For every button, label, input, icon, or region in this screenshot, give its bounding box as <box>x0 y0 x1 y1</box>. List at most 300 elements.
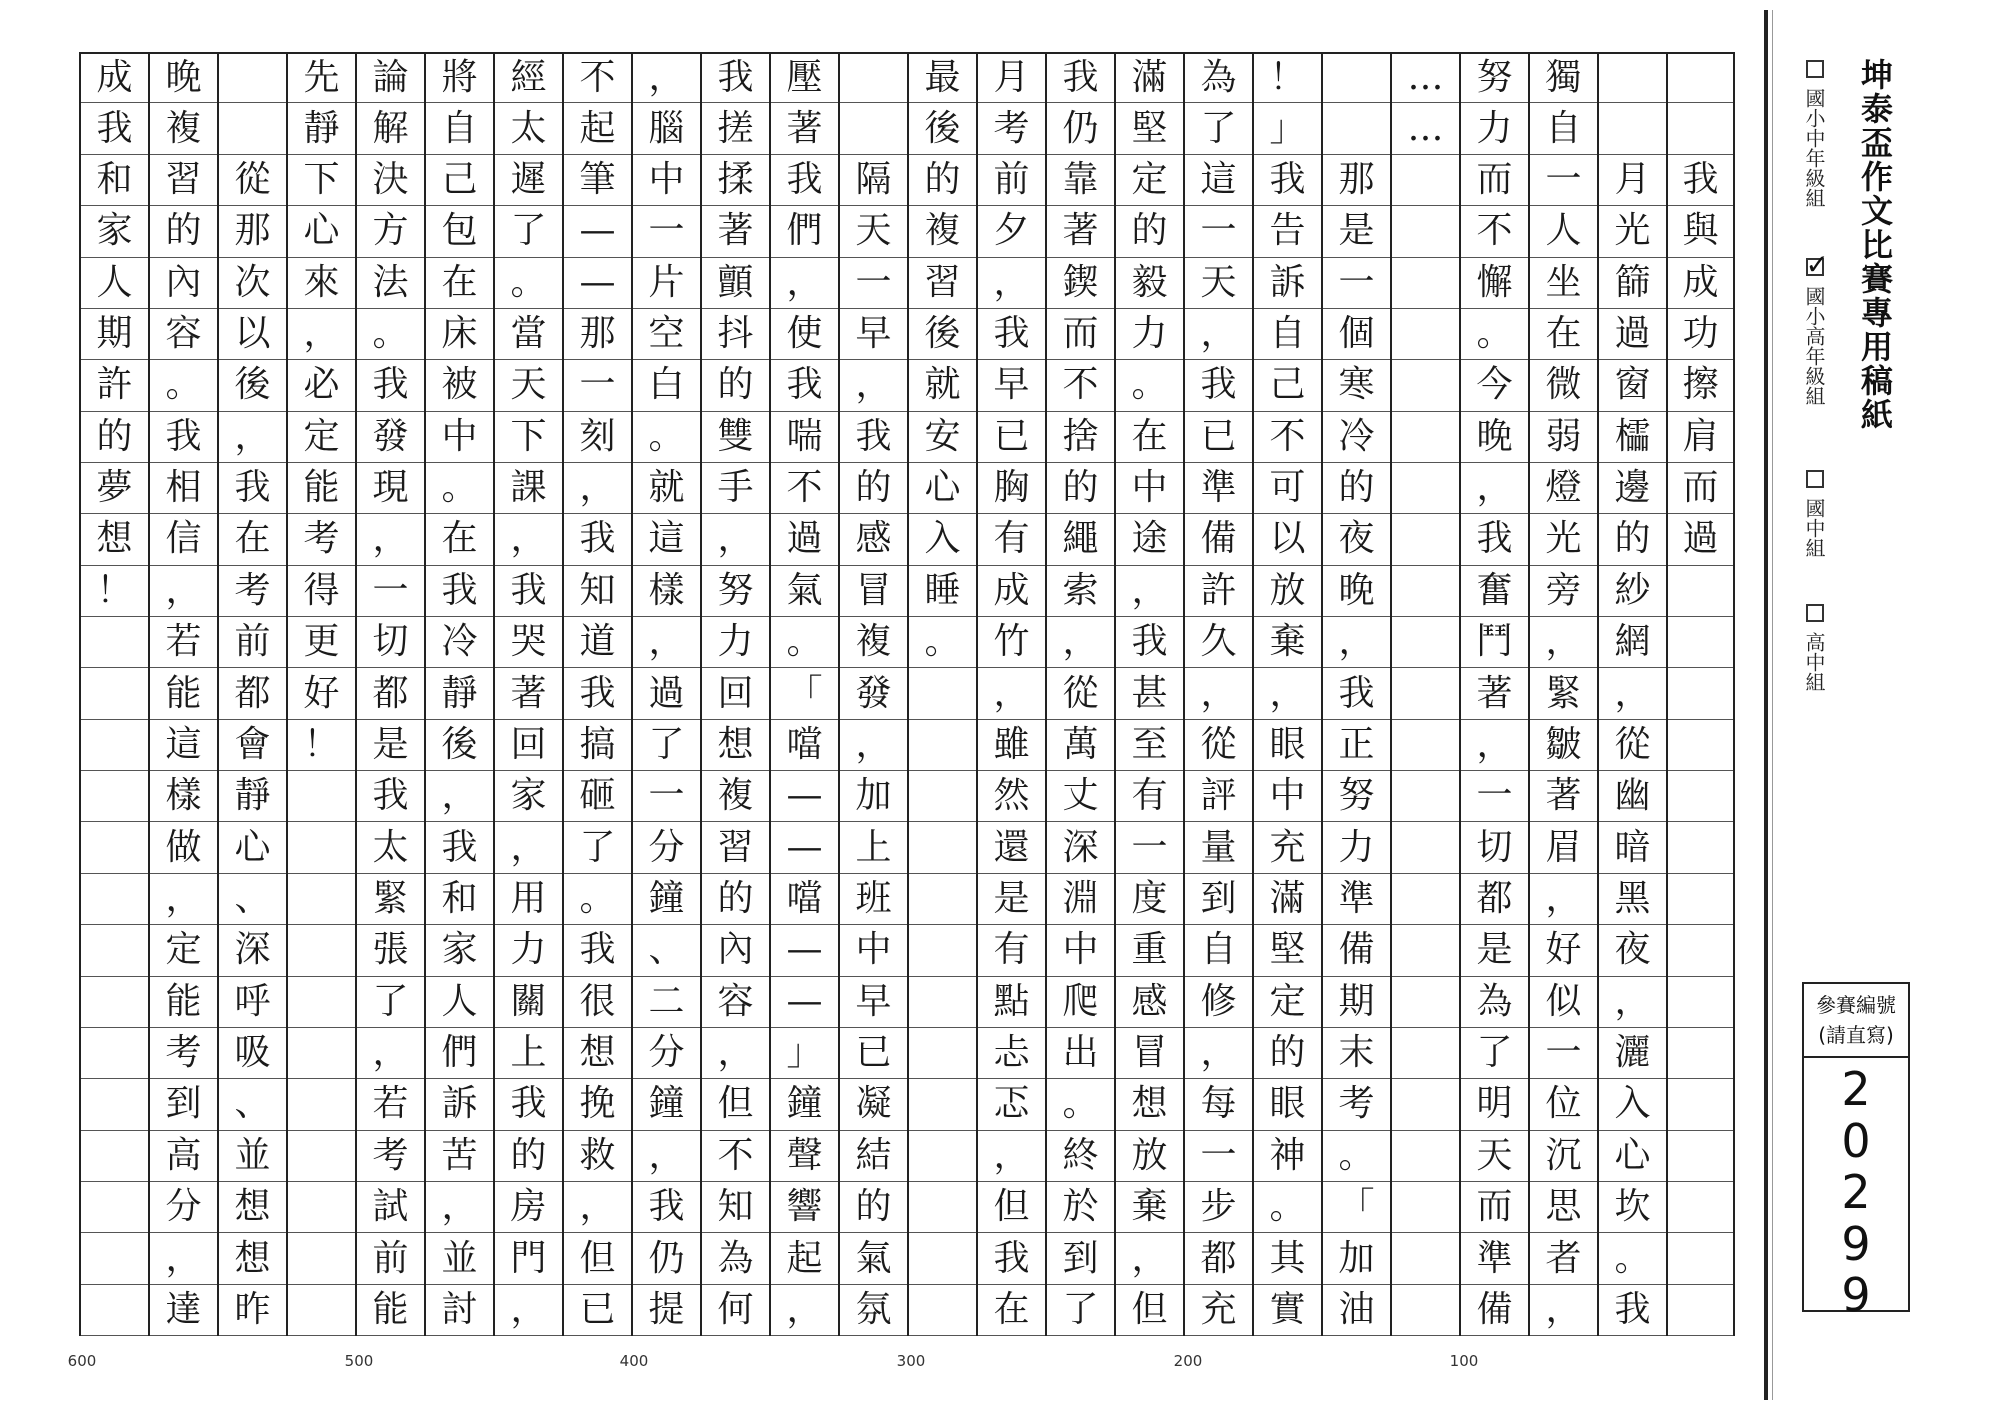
grid-cell: 一 <box>564 360 631 411</box>
grid-cell <box>219 52 286 103</box>
grid-cell: 是 <box>978 874 1045 925</box>
sheet-divider <box>1764 10 1768 1400</box>
grid-cell: 後 <box>426 720 493 771</box>
scale-label: 400 <box>619 1352 649 1370</box>
grid-cell: 坎 <box>1599 1182 1666 1233</box>
grid-cell: 放 <box>1116 1131 1183 1182</box>
grid-cell: 為 <box>1185 52 1252 103</box>
grid-cell: … <box>1392 103 1459 154</box>
grid-cell: 己 <box>426 155 493 206</box>
checkbox-icon[interactable] <box>1806 470 1824 488</box>
grid-cell: 早 <box>840 977 907 1028</box>
grid-cell: 門 <box>495 1233 562 1284</box>
grid-cell: 。 <box>1599 1233 1666 1284</box>
grid-cell: 內 <box>150 258 217 309</box>
grid-cell: 光 <box>1530 514 1597 565</box>
grid-cell: ， <box>150 566 217 617</box>
grid-cell <box>81 1285 148 1336</box>
grid-cell: 容 <box>702 977 769 1028</box>
grid-cell: 充 <box>1254 822 1321 873</box>
grid-cell <box>1392 206 1459 257</box>
grid-cell: 中 <box>426 412 493 463</box>
grid-cell: 我 <box>771 360 838 411</box>
grid-cell: 考 <box>357 1131 424 1182</box>
grid-cell <box>1668 1079 1733 1130</box>
grid-cell: 。 <box>771 617 838 668</box>
grid-cell: 於 <box>1047 1182 1114 1233</box>
grid-cell <box>1392 360 1459 411</box>
grid-cell: 備 <box>1185 514 1252 565</box>
entry-number-box <box>1802 982 1910 1323</box>
grid-cell: 決 <box>357 155 424 206</box>
grid-cell: 隔 <box>840 155 907 206</box>
grid-cell: 放 <box>1254 566 1321 617</box>
grid-cell: 前 <box>978 155 1045 206</box>
grid-cell: 與 <box>1668 206 1733 257</box>
grid-cell: 定 <box>288 412 355 463</box>
grid-cell: 冒 <box>840 566 907 617</box>
grid-cell: 捨 <box>1047 412 1114 463</box>
grid-cell: ， <box>978 668 1045 719</box>
grid-cell <box>909 1285 976 1336</box>
grid-cell: 想 <box>564 1028 631 1079</box>
grid-cell: 個 <box>1323 309 1390 360</box>
grid-cell: 篩 <box>1599 258 1666 309</box>
grid-cell <box>1668 720 1733 771</box>
grid-cell: 為 <box>702 1233 769 1284</box>
essay-column <box>1252 52 1321 1336</box>
grid-cell: 力 <box>1116 309 1183 360</box>
grid-cell: 課 <box>495 463 562 514</box>
grid-cell: 著 <box>771 103 838 154</box>
grid-cell <box>81 1131 148 1182</box>
grid-cell <box>1392 463 1459 514</box>
grid-cell: 丈 <box>1047 771 1114 822</box>
grid-cell: 的 <box>150 206 217 257</box>
grid-cell: 不 <box>1254 412 1321 463</box>
grid-cell: 」 <box>1254 103 1321 154</box>
grid-cell: 鐘 <box>771 1079 838 1130</box>
grid-cell: 是 <box>1323 206 1390 257</box>
grid-cell: ， <box>702 514 769 565</box>
grid-cell: 結 <box>840 1131 907 1182</box>
essay-column <box>1459 52 1528 1336</box>
grid-cell: 人 <box>81 258 148 309</box>
essay-column <box>838 52 907 1336</box>
grid-cell <box>1323 103 1390 154</box>
grid-cell: 論 <box>357 52 424 103</box>
grid-cell: 期 <box>1323 977 1390 1028</box>
grid-cell: 但 <box>978 1182 1045 1233</box>
grid-cell: 是 <box>1461 925 1528 976</box>
grid-cell: 遲 <box>495 155 562 206</box>
grid-cell: ， <box>702 1028 769 1079</box>
grid-cell: ， <box>633 617 700 668</box>
grid-cell: 終 <box>1047 1131 1114 1182</box>
grid-cell: 天 <box>1461 1131 1528 1182</box>
grid-cell: ， <box>1254 668 1321 719</box>
grid-cell <box>1392 309 1459 360</box>
grid-cell: ， <box>1047 617 1114 668</box>
grid-cell: 從 <box>1185 720 1252 771</box>
grid-cell: 晚 <box>150 52 217 103</box>
grid-cell: 我 <box>219 463 286 514</box>
grid-cell: 灑 <box>1599 1028 1666 1079</box>
grid-cell: 下 <box>288 155 355 206</box>
grid-cell: 忐 <box>978 1028 1045 1079</box>
grid-cell: 坐 <box>1530 258 1597 309</box>
grid-cell: 相 <box>150 463 217 514</box>
grid-cell: 一 <box>1185 206 1252 257</box>
grid-cell: ， <box>771 258 838 309</box>
grid-cell: 過 <box>771 514 838 565</box>
grid-cell: 的 <box>1323 463 1390 514</box>
grid-cell: 感 <box>1116 977 1183 1028</box>
grid-cell: 的 <box>1047 463 1114 514</box>
grid-cell: 想 <box>81 514 148 565</box>
grid-cell: 在 <box>426 514 493 565</box>
checkbox-checked-icon[interactable] <box>1806 258 1824 276</box>
grid-cell <box>81 1233 148 1284</box>
grid-cell: 緊 <box>357 874 424 925</box>
grid-cell: 喘 <box>771 412 838 463</box>
entry-digit: 9 <box>1841 1268 1871 1323</box>
grid-cell: 點 <box>978 977 1045 1028</box>
grid-cell: 力 <box>1461 103 1528 154</box>
group-label: 國小高年級組 <box>1802 286 1826 406</box>
grid-cell: 內 <box>702 925 769 976</box>
grid-cell: 解 <box>357 103 424 154</box>
grid-cell: 月 <box>978 52 1045 103</box>
checkbox-icon[interactable] <box>1806 60 1824 78</box>
grid-cell: 還 <box>978 822 1045 873</box>
grid-cell: 實 <box>1254 1285 1321 1336</box>
grid-cell: 想 <box>219 1233 286 1284</box>
grid-cell: 在 <box>978 1285 1045 1336</box>
grid-cell <box>81 668 148 719</box>
grid-cell: 胸 <box>978 463 1045 514</box>
grid-cell: 能 <box>288 463 355 514</box>
essay-column <box>493 52 562 1336</box>
grid-cell <box>909 1182 976 1233</box>
grid-cell <box>1668 1233 1733 1284</box>
grid-cell: 深 <box>1047 822 1114 873</box>
scale-label: 500 <box>344 1352 374 1370</box>
grid-cell: 訴 <box>1254 258 1321 309</box>
grid-cell: 就 <box>909 360 976 411</box>
grid-cell: 著 <box>495 668 562 719</box>
grid-cell: 哭 <box>495 617 562 668</box>
essay-column <box>286 52 355 1336</box>
grid-cell <box>1392 514 1459 565</box>
grid-cell: 。 <box>564 874 631 925</box>
grid-cell: 加 <box>840 771 907 822</box>
grid-cell: 我 <box>357 771 424 822</box>
grid-cell: 繩 <box>1047 514 1114 565</box>
grid-cell: 我 <box>495 1079 562 1130</box>
grid-cell: 微 <box>1530 360 1597 411</box>
grid-cell: 了 <box>564 822 631 873</box>
grid-cell: 。 <box>1461 309 1528 360</box>
grid-cell: 不 <box>1047 360 1114 411</box>
grid-cell <box>1323 52 1390 103</box>
grid-cell: 就 <box>633 463 700 514</box>
grid-cell: 我 <box>357 360 424 411</box>
grid-cell <box>1668 668 1733 719</box>
grid-cell <box>288 1233 355 1284</box>
grid-cell: 已 <box>564 1285 631 1336</box>
grid-cell: 力 <box>702 617 769 668</box>
grid-cell: 都 <box>219 668 286 719</box>
grid-cell: 更 <box>288 617 355 668</box>
grid-cell <box>288 874 355 925</box>
grid-cell: 靠 <box>1047 155 1114 206</box>
grid-cell: 張 <box>357 925 424 976</box>
grid-cell: 黑 <box>1599 874 1666 925</box>
grid-cell <box>81 1028 148 1079</box>
grid-cell: 用 <box>495 874 562 925</box>
grid-cell: 是 <box>357 720 424 771</box>
grid-cell: 到 <box>150 1079 217 1130</box>
grid-cell <box>1392 720 1459 771</box>
grid-cell <box>288 977 355 1028</box>
grid-cell: 入 <box>1599 1079 1666 1130</box>
grid-cell: 己 <box>1254 360 1321 411</box>
grid-cell: 自 <box>426 103 493 154</box>
grid-cell: 。 <box>909 617 976 668</box>
grid-cell <box>81 720 148 771</box>
grid-cell: 邊 <box>1599 463 1666 514</box>
grid-cell: 評 <box>1185 771 1252 822</box>
grid-cell: ， <box>219 412 286 463</box>
grid-cell: 搞 <box>564 720 631 771</box>
grid-cell <box>219 103 286 154</box>
grid-cell: 我 <box>1254 155 1321 206</box>
group-label: 高中組 <box>1802 632 1826 692</box>
essay-column <box>1321 52 1390 1336</box>
grid-cell <box>1392 925 1459 976</box>
grid-cell <box>1668 52 1733 103</box>
grid-cell <box>1599 103 1666 154</box>
grid-cell: ， <box>1185 668 1252 719</box>
grid-cell <box>81 822 148 873</box>
essay-column <box>1114 52 1183 1336</box>
grid-cell: 、 <box>219 1079 286 1130</box>
grid-cell <box>1668 977 1733 1028</box>
grid-cell <box>1668 103 1733 154</box>
grid-cell <box>909 771 976 822</box>
grid-cell: 一 <box>357 566 424 617</box>
grid-cell <box>1668 566 1733 617</box>
essay-column <box>217 52 286 1336</box>
grid-cell: 昨 <box>219 1285 286 1336</box>
grid-cell: 鬥 <box>1461 617 1528 668</box>
grid-cell: ！ <box>1254 52 1321 103</box>
grid-cell: 靜 <box>219 771 286 822</box>
grid-cell: 自 <box>1254 309 1321 360</box>
grid-cell: 道 <box>564 617 631 668</box>
grid-cell: 可 <box>1254 463 1321 514</box>
grid-cell: 刻 <box>564 412 631 463</box>
grid-cell: 油 <box>1323 1285 1390 1336</box>
grid-cell: 雙 <box>702 412 769 463</box>
grid-cell: 備 <box>1323 925 1390 976</box>
grid-cell: 有 <box>978 514 1045 565</box>
grid-cell <box>1668 1285 1733 1336</box>
grid-cell: 上 <box>840 822 907 873</box>
grid-cell: 這 <box>150 720 217 771</box>
grid-cell: 以 <box>1254 514 1321 565</box>
grid-cell: 心 <box>219 822 286 873</box>
grid-cell: ， <box>978 258 1045 309</box>
grid-cell: 神 <box>1254 1131 1321 1182</box>
grid-cell: 靜 <box>288 103 355 154</box>
grid-cell: 末 <box>1323 1028 1390 1079</box>
grid-cell: 那 <box>564 309 631 360</box>
grid-cell: 我 <box>1116 617 1183 668</box>
grid-cell <box>1392 1028 1459 1079</box>
grid-cell <box>81 617 148 668</box>
grid-cell: 噹 <box>771 874 838 925</box>
grid-cell: 發 <box>357 412 424 463</box>
grid-cell: 有 <box>978 925 1045 976</box>
grid-cell: 空 <box>633 309 700 360</box>
essay-column <box>79 52 148 1336</box>
grid-cell: 成 <box>1668 258 1733 309</box>
grid-cell: 夜 <box>1599 925 1666 976</box>
grid-cell: 下 <box>495 412 562 463</box>
grid-cell: 想 <box>702 720 769 771</box>
grid-cell: 壓 <box>771 52 838 103</box>
grid-cell: 我 <box>1047 52 1114 103</box>
checkbox-icon[interactable] <box>1806 604 1824 622</box>
grid-cell: 手 <box>702 463 769 514</box>
grid-cell: 了 <box>1047 1285 1114 1336</box>
grid-cell: 我 <box>564 668 631 719</box>
grid-cell: 好 <box>288 668 355 719</box>
grid-cell: ， <box>1530 874 1597 925</box>
grid-cell: ， <box>771 1285 838 1336</box>
grid-cell: 似 <box>1530 977 1597 1028</box>
grid-cell: 在 <box>219 514 286 565</box>
grid-cell: 早 <box>840 309 907 360</box>
group-option-elementary-middle[interactable] <box>1800 60 1829 208</box>
grid-cell: ， <box>495 514 562 565</box>
grid-cell: ， <box>1185 309 1252 360</box>
grid-cell: 這 <box>1185 155 1252 206</box>
grid-cell: 都 <box>1185 1233 1252 1284</box>
grid-cell: 充 <box>1185 1285 1252 1336</box>
grid-cell: 其 <box>1254 1233 1321 1284</box>
group-option-senior-high[interactable] <box>1800 604 1829 692</box>
grid-cell: 準 <box>1323 874 1390 925</box>
grid-cell <box>1668 617 1733 668</box>
group-label: 國小中年級組 <box>1802 88 1826 208</box>
grid-cell: 呼 <box>219 977 286 1028</box>
grid-cell <box>909 925 976 976</box>
grid-cell: 力 <box>495 925 562 976</box>
grid-cell: 然 <box>978 771 1045 822</box>
grid-cell: 了 <box>357 977 424 1028</box>
grid-cell: ， <box>1530 1285 1597 1336</box>
grid-cell: 我 <box>1185 360 1252 411</box>
grid-cell: 入 <box>909 514 976 565</box>
grid-cell: — <box>564 206 631 257</box>
grid-cell <box>81 874 148 925</box>
grid-cell: 訴 <box>426 1079 493 1130</box>
grid-cell: ！ <box>288 720 355 771</box>
grid-cell <box>909 874 976 925</box>
grid-cell: 最 <box>909 52 976 103</box>
scale-label: 100 <box>1449 1352 1479 1370</box>
grid-cell: 苦 <box>426 1131 493 1182</box>
grid-cell: 中 <box>633 155 700 206</box>
grid-cell: 懈 <box>1461 258 1528 309</box>
grid-cell: 分 <box>150 1182 217 1233</box>
grid-cell: ， <box>426 1182 493 1233</box>
entry-label-line2: (請直寫) <box>1818 1023 1894 1047</box>
grid-cell: 了 <box>633 720 700 771</box>
grid-cell: 在 <box>1116 412 1183 463</box>
grid-cell: 準 <box>1185 463 1252 514</box>
grid-cell: 聲 <box>771 1131 838 1182</box>
grid-cell: 響 <box>771 1182 838 1233</box>
grid-cell: ， <box>426 771 493 822</box>
grid-cell: 不 <box>1461 206 1528 257</box>
grid-cell: 早 <box>978 360 1045 411</box>
grid-cell: 靜 <box>426 668 493 719</box>
grid-cell: 。 <box>357 309 424 360</box>
grid-cell: 定 <box>1254 977 1321 1028</box>
grid-cell: ， <box>633 1131 700 1182</box>
grid-cell: 我 <box>426 566 493 617</box>
grid-cell: 我 <box>150 412 217 463</box>
grid-cell: 中 <box>1254 771 1321 822</box>
grid-cell: 都 <box>1461 874 1528 925</box>
entry-label-line1: 參賽編號 <box>1816 993 1896 1017</box>
grid-cell: 人 <box>426 977 493 1028</box>
grid-cell: 房 <box>495 1182 562 1233</box>
essay-column <box>700 52 769 1336</box>
grid-cell: 砸 <box>564 771 631 822</box>
group-option-elementary-upper[interactable] <box>1800 258 1829 406</box>
grid-cell: ， <box>150 874 217 925</box>
grid-cell: ， <box>1185 1028 1252 1079</box>
group-option-junior-high[interactable] <box>1800 470 1829 558</box>
grid-cell: 考 <box>219 566 286 617</box>
grid-cell: 搓 <box>702 103 769 154</box>
grid-cell: 二 <box>633 977 700 1028</box>
grid-cell: 著 <box>1047 206 1114 257</box>
grid-cell: 我 <box>426 822 493 873</box>
grid-cell: 討 <box>426 1285 493 1336</box>
grid-cell: 法 <box>357 258 424 309</box>
grid-cell: 窗 <box>1599 360 1666 411</box>
grid-cell: 夢 <box>81 463 148 514</box>
grid-cell: 一 <box>840 258 907 309</box>
grid-cell: 不 <box>564 52 631 103</box>
grid-cell: 仍 <box>1047 103 1114 154</box>
grid-cell: 我 <box>702 52 769 103</box>
grid-cell: 太 <box>495 103 562 154</box>
grid-cell: 而 <box>1461 1182 1528 1233</box>
grid-cell <box>288 822 355 873</box>
entry-digit: 0 <box>1841 1113 1871 1168</box>
grid-cell: 好 <box>1530 925 1597 976</box>
grid-cell: 和 <box>81 155 148 206</box>
grid-cell: 後 <box>909 309 976 360</box>
grid-cell: 考 <box>150 1028 217 1079</box>
